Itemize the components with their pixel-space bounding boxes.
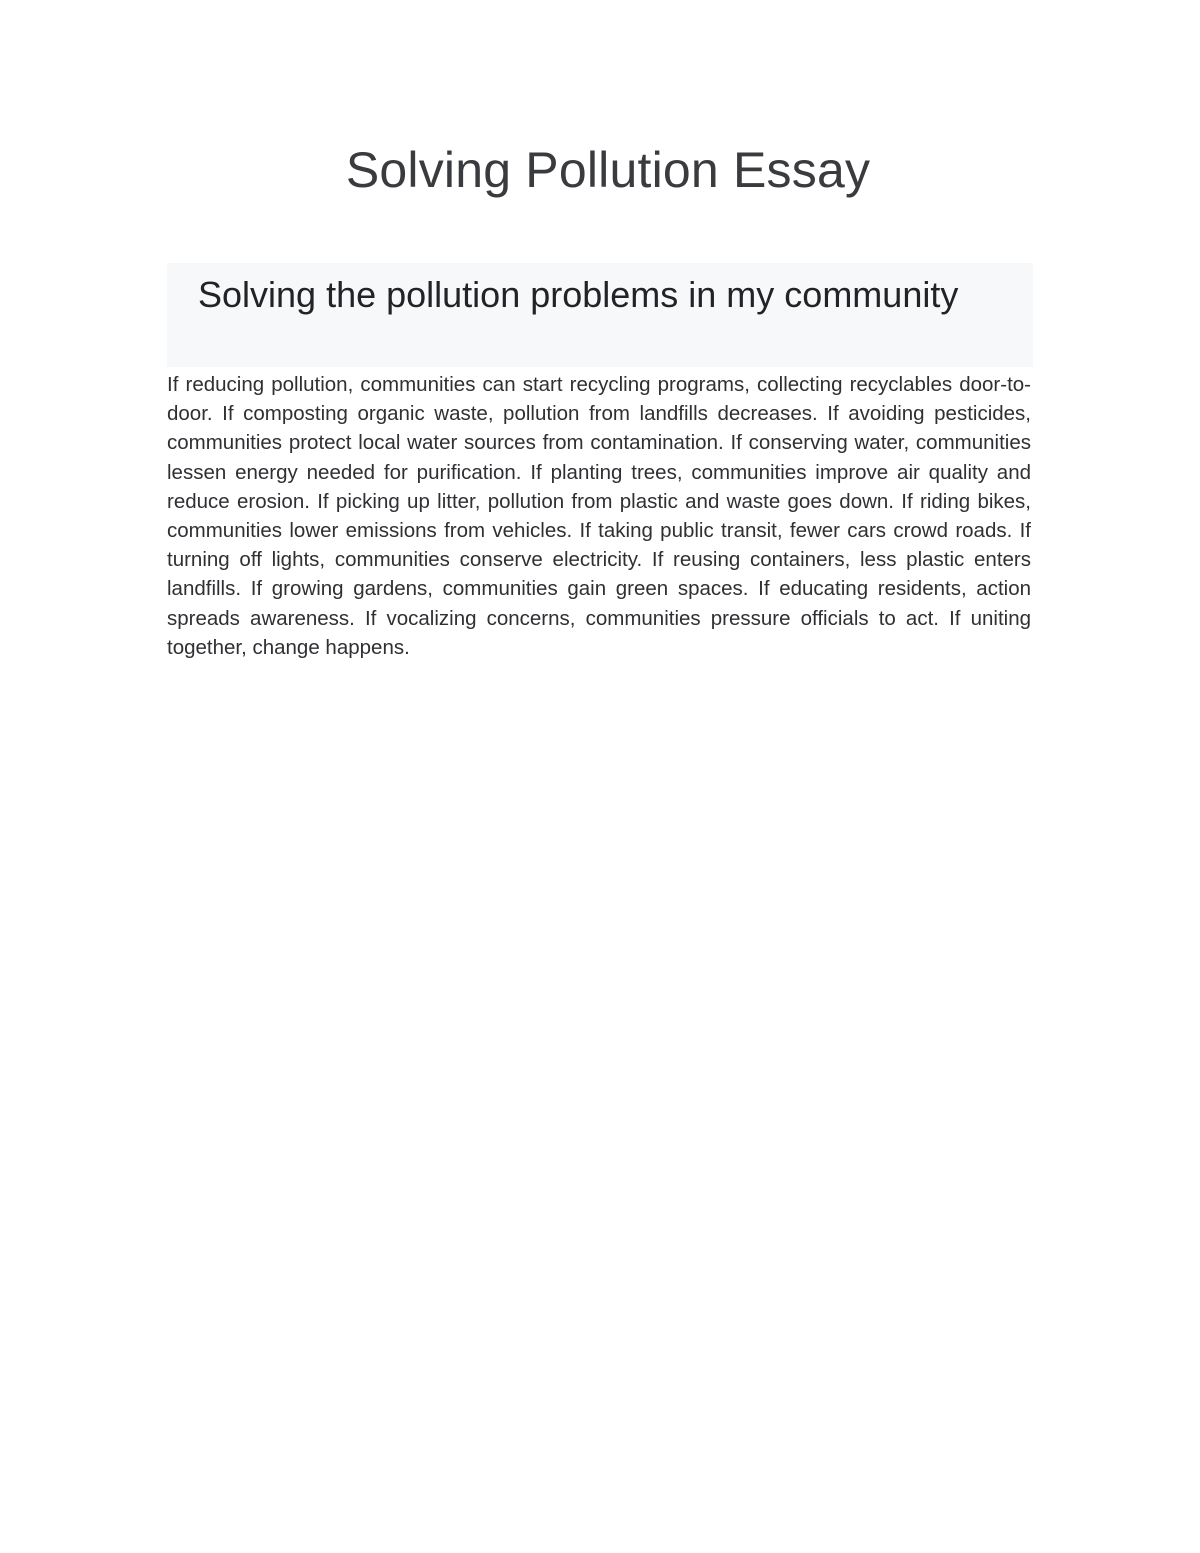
body-paragraph: If reducing pollution, communities can start recycling programs, collecting recyclables door-to-door. If composting organic waste, pollution from landfills decreases. If avoiding pesticides, communities protect local water sources from contamination. If conserving water, communities lessen energy needed for purification. If planting trees, communities improve air quality and reduce erosion. If picking up litter, pollution from plastic and waste goes down. If riding bikes, communities lower emissions from vehicles. If taking public transit, fewer cars crowd roads. If turning off lights, communities conserve electricity. If reusing containers, less plastic enters landfills. If growing gardens, communities gain green spaces. If educating residents, action spreads awareness. If vocalizing concerns, communities pressure officials to act. If uniting together, change happens. [167, 373, 1031, 659]
section-heading: Solving the pollution problems in my community [198, 274, 959, 315]
document-title: Solving Pollution Essay [345, 142, 871, 198]
section-heading-band [167, 263, 1033, 367]
